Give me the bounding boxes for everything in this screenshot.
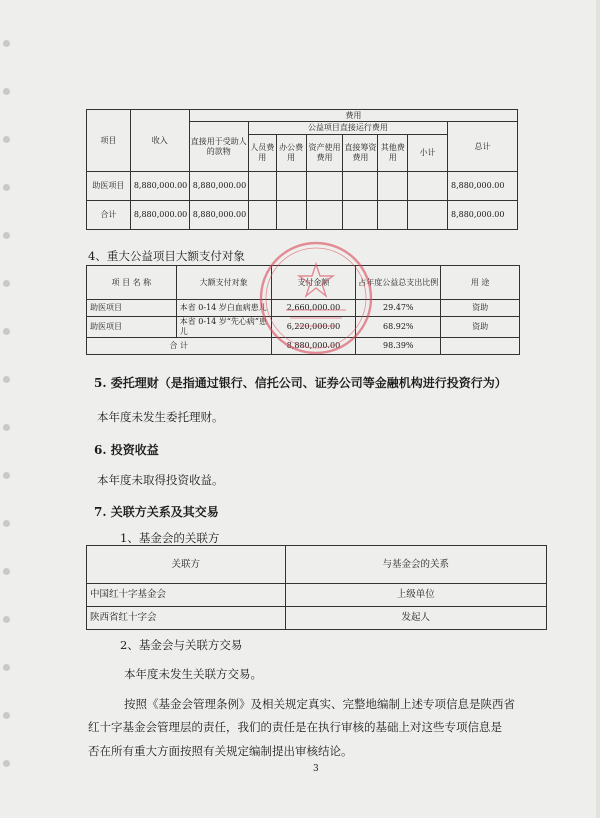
cell-total: 8,880,000.00 (447, 201, 517, 230)
cell-relation: 发起人 (285, 607, 546, 630)
cell-ratio: 68.92% (356, 317, 441, 338)
col-header-relation: 与基金会的关系 (285, 546, 546, 584)
cell-ratio: 29.47% (356, 300, 441, 317)
section5-title: 5. 委托理财（是指通过银行、信托公司、证券公司等金融机构进行投资行为） (94, 376, 507, 390)
expense-table (86, 109, 518, 230)
cell-use: 资助 (441, 317, 520, 338)
cell-use: 资助 (441, 300, 520, 317)
section6-body: 本年度未取得投资收益。 (97, 473, 224, 487)
cell-party: 中国红十字基金会 (87, 584, 286, 607)
related-party-table (86, 545, 547, 630)
page-edge (596, 0, 600, 818)
col-header-other: 其他费用 (378, 135, 408, 172)
col-header-total: 总计 (447, 122, 517, 172)
col-header-payee: 大额支付对象 (176, 266, 271, 300)
col-header-amount: 支付金额 (271, 266, 356, 300)
col-header-direct: 直接用于受助人的款物 (189, 122, 248, 172)
cell-party: 陕西省红十字会 (87, 607, 286, 630)
col-header-office: 办公费用 (276, 135, 306, 172)
col-header-fundraising: 直接筹资费用 (343, 135, 378, 172)
col-header-asset: 资产使用费用 (306, 135, 343, 172)
page-number: 3 (313, 764, 319, 774)
cell-amount: 2,660,000.00 (271, 300, 356, 317)
col-header-public-fees: 公益项目直接运行费用 (248, 122, 447, 135)
section7-sub1: 1、基金会的关联方 (120, 531, 220, 545)
cell-payee: 本省 0-14 岁“先心病”患儿 (176, 317, 271, 338)
col-header-project: 项目 (87, 110, 131, 172)
table-row (87, 607, 547, 630)
binding-holes (0, 0, 14, 818)
section5-body: 本年度未发生委托理财。 (97, 410, 224, 424)
table-row (87, 584, 547, 607)
col-header-personnel: 人员费用 (248, 135, 276, 172)
cell-name: 助医项目 (87, 317, 177, 338)
cell-total-ratio: 98.39% (356, 338, 441, 355)
conclusion-line1: 按照《基金会管理条例》及相关规定真实、完整地编制上述专项信息是陕西省 (124, 697, 515, 711)
col-header-subtotal: 小计 (408, 135, 448, 172)
cell-payee: 本省 0-14 岁白血病患儿 (176, 300, 271, 317)
section7-sub2: 2、基金会与关联方交易 (120, 638, 243, 652)
cell-direct: 8,880,000.00 (189, 201, 248, 230)
section7-sub2-body: 本年度未发生关联方交易。 (124, 667, 262, 681)
cell-name: 助医项目 (87, 300, 177, 317)
cell-project: 助医项目 (87, 172, 131, 201)
conclusion-line2: 红十字基金会管理层的责任，我们的责任是在执行审核的基础上对这些专项信息是 (88, 720, 502, 734)
cell-income: 8,880,000.00 (130, 201, 189, 230)
table-row (87, 172, 518, 201)
col-header-ratio: 占年度公益总支出比例 (356, 266, 441, 300)
col-header-name: 项 目 名 称 (87, 266, 177, 300)
col-header-fees: 费用 (189, 110, 517, 122)
col-header-income: 收入 (130, 110, 189, 172)
cell-project: 合计 (87, 201, 131, 230)
cell-total-label: 合 计 (87, 338, 272, 355)
cell-total: 8,880,000.00 (447, 172, 517, 201)
col-header-use: 用 途 (441, 266, 520, 300)
col-header-party: 关联方 (87, 546, 286, 584)
cell-relation: 上级单位 (285, 584, 546, 607)
conclusion-line3: 否在所有重大方面按照有关规定编制提出审核结论。 (88, 744, 353, 758)
section7-title: 7. 关联方关系及其交易 (94, 505, 219, 519)
section4-title: 4、重大公益项目大额支付对象 (88, 249, 245, 263)
section6-title: 6. 投资收益 (94, 443, 159, 457)
cell-total-amount: 8,880,000.00 (271, 338, 356, 355)
cell-direct: 8,880,000.00 (189, 172, 248, 201)
cell-amount: 6,220,000.00 (271, 317, 356, 338)
cell-income: 8,880,000.00 (130, 172, 189, 201)
table-row (87, 201, 518, 230)
seal-stamp (256, 238, 376, 358)
